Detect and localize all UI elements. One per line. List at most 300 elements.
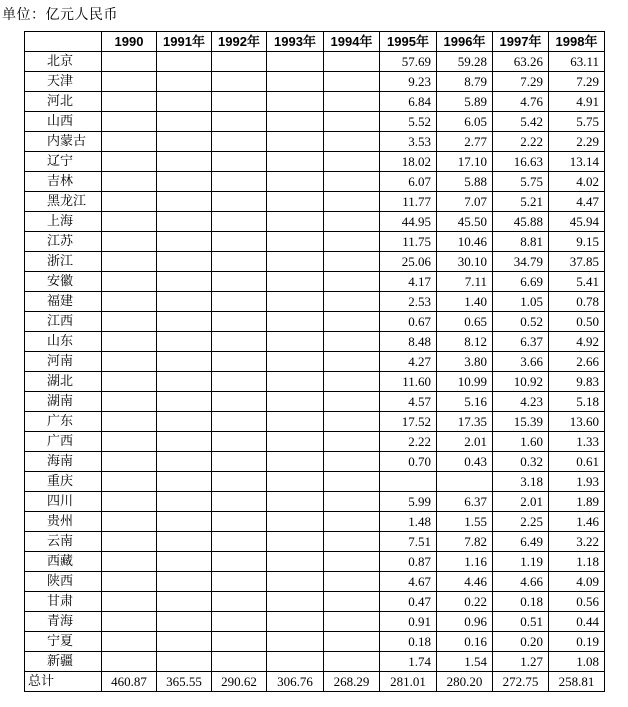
region-name: 河北	[25, 92, 102, 112]
value-cell: 4.66	[493, 572, 549, 592]
table-row	[25, 412, 605, 432]
value-cell: 2.66	[549, 352, 605, 372]
value-cell: 4.23	[493, 392, 549, 412]
value-cell: 2.01	[493, 492, 549, 512]
value-cell	[102, 332, 157, 352]
value-cell	[267, 512, 324, 532]
region-name: 广东	[25, 412, 102, 432]
value-cell: 5.99	[380, 492, 437, 512]
table-row	[25, 512, 605, 532]
value-cell	[157, 172, 212, 192]
unit-label: 单位：亿元人民币	[2, 7, 118, 23]
value-cell: 0.96	[437, 612, 493, 632]
table-row	[25, 212, 605, 232]
value-cell	[324, 592, 380, 612]
value-cell: 290.62	[212, 672, 267, 692]
value-cell: 0.43	[437, 452, 493, 472]
value-cell	[324, 492, 380, 512]
value-cell	[157, 212, 212, 232]
value-cell	[102, 212, 157, 232]
value-cell: 1.16	[437, 552, 493, 572]
value-cell	[212, 52, 267, 72]
value-cell	[267, 292, 324, 312]
value-cell: 10.99	[437, 372, 493, 392]
table-row	[25, 592, 605, 612]
value-cell	[157, 552, 212, 572]
value-cell: 1.33	[549, 432, 605, 452]
value-cell	[102, 592, 157, 612]
region-name: 重庆	[25, 472, 102, 492]
value-cell: 17.10	[437, 152, 493, 172]
value-cell	[102, 272, 157, 292]
value-cell: 0.70	[380, 452, 437, 472]
table-row	[25, 192, 605, 212]
region-name: 福建	[25, 292, 102, 312]
value-cell: 0.18	[380, 632, 437, 652]
value-cell: 8.12	[437, 332, 493, 352]
region-name: 上海	[25, 212, 102, 232]
year-header: 1995年	[380, 32, 437, 52]
value-cell: 6.49	[493, 532, 549, 552]
value-cell	[267, 592, 324, 612]
value-cell	[157, 492, 212, 512]
value-cell: 11.75	[380, 232, 437, 252]
value-cell	[324, 552, 380, 572]
value-cell	[102, 492, 157, 512]
value-cell: 8.81	[493, 232, 549, 252]
value-cell	[157, 152, 212, 172]
region-name: 四川	[25, 492, 102, 512]
value-cell	[157, 652, 212, 672]
value-cell: 1.40	[437, 292, 493, 312]
value-cell: 0.19	[549, 632, 605, 652]
table-row	[25, 632, 605, 652]
region-name: 江苏	[25, 232, 102, 252]
value-cell	[212, 92, 267, 112]
value-cell	[157, 232, 212, 252]
table-row	[25, 272, 605, 292]
value-cell: 0.47	[380, 592, 437, 612]
value-cell: 0.16	[437, 632, 493, 652]
value-cell	[102, 252, 157, 272]
value-cell: 45.94	[549, 212, 605, 232]
table-row	[25, 472, 605, 492]
value-cell: 1.05	[493, 292, 549, 312]
value-cell: 17.52	[380, 412, 437, 432]
value-cell	[157, 392, 212, 412]
value-cell	[212, 292, 267, 312]
value-cell	[102, 152, 157, 172]
table-row	[25, 332, 605, 352]
value-cell: 5.89	[437, 92, 493, 112]
value-cell	[324, 272, 380, 292]
value-cell	[267, 472, 324, 492]
value-cell	[102, 112, 157, 132]
value-cell: 1.27	[493, 652, 549, 672]
value-cell	[324, 192, 380, 212]
table-row	[25, 92, 605, 112]
value-cell: 5.21	[493, 192, 549, 212]
value-cell: 7.11	[437, 272, 493, 292]
value-cell	[267, 552, 324, 572]
value-cell	[102, 172, 157, 192]
value-cell: 45.50	[437, 212, 493, 232]
value-cell: 0.44	[549, 612, 605, 632]
value-cell: 1.60	[493, 432, 549, 452]
table-row	[25, 552, 605, 572]
value-cell: 5.16	[437, 392, 493, 412]
value-cell	[157, 572, 212, 592]
corner-cell	[25, 32, 102, 52]
value-cell: 5.88	[437, 172, 493, 192]
region-name: 湖北	[25, 372, 102, 392]
region-name: 山东	[25, 332, 102, 352]
value-cell	[267, 92, 324, 112]
value-cell: 5.18	[549, 392, 605, 412]
region-name: 新疆	[25, 652, 102, 672]
value-cell	[157, 412, 212, 432]
value-cell: 4.27	[380, 352, 437, 372]
region-name: 浙江	[25, 252, 102, 272]
value-cell	[212, 312, 267, 332]
value-cell: 1.18	[549, 552, 605, 572]
region-name: 内蒙古	[25, 132, 102, 152]
value-cell: 5.75	[549, 112, 605, 132]
value-cell	[212, 532, 267, 552]
value-cell: 4.57	[380, 392, 437, 412]
value-cell: 1.19	[493, 552, 549, 572]
value-cell: 13.60	[549, 412, 605, 432]
value-cell	[267, 112, 324, 132]
value-cell	[267, 72, 324, 92]
value-cell	[212, 572, 267, 592]
table-row	[25, 572, 605, 592]
value-cell: 63.26	[493, 52, 549, 72]
value-cell	[324, 212, 380, 232]
value-cell: 1.93	[549, 472, 605, 492]
value-cell: 7.07	[437, 192, 493, 212]
value-cell	[267, 172, 324, 192]
value-cell	[324, 312, 380, 332]
value-cell	[157, 92, 212, 112]
value-cell	[324, 52, 380, 72]
value-cell: 280.20	[437, 672, 493, 692]
value-cell: 0.56	[549, 592, 605, 612]
value-cell: 0.87	[380, 552, 437, 572]
value-cell	[267, 252, 324, 272]
region-name: 河南	[25, 352, 102, 372]
value-cell	[212, 452, 267, 472]
value-cell: 7.29	[549, 72, 605, 92]
value-cell: 15.39	[493, 412, 549, 432]
value-cell	[102, 432, 157, 452]
value-cell	[267, 372, 324, 392]
value-cell: 0.65	[437, 312, 493, 332]
value-cell	[267, 352, 324, 372]
value-cell: 0.67	[380, 312, 437, 332]
value-cell	[157, 192, 212, 212]
value-cell	[212, 272, 267, 292]
table-row	[25, 152, 605, 172]
value-cell: 7.29	[493, 72, 549, 92]
table-row	[25, 392, 605, 412]
value-cell	[157, 592, 212, 612]
value-cell: 8.79	[437, 72, 493, 92]
value-cell	[157, 332, 212, 352]
value-cell	[102, 612, 157, 632]
value-cell	[324, 652, 380, 672]
value-cell	[212, 132, 267, 152]
value-cell	[102, 392, 157, 412]
value-cell: 4.76	[493, 92, 549, 112]
value-cell: 6.84	[380, 92, 437, 112]
value-cell	[102, 352, 157, 372]
value-cell	[102, 472, 157, 492]
value-cell	[212, 652, 267, 672]
table-row	[25, 172, 605, 192]
value-cell: 37.85	[549, 252, 605, 272]
value-cell: 0.50	[549, 312, 605, 332]
value-cell	[102, 652, 157, 672]
value-cell	[102, 552, 157, 572]
region-name: 贵州	[25, 512, 102, 532]
value-cell: 6.05	[437, 112, 493, 132]
year-header: 1996年	[437, 32, 493, 52]
value-cell	[212, 372, 267, 392]
region-name: 安徽	[25, 272, 102, 292]
region-name: 江西	[25, 312, 102, 332]
value-cell	[102, 632, 157, 652]
value-cell	[157, 112, 212, 132]
value-cell: 0.91	[380, 612, 437, 632]
value-cell	[212, 232, 267, 252]
value-cell: 9.15	[549, 232, 605, 252]
value-cell: 10.46	[437, 232, 493, 252]
value-cell	[157, 352, 212, 372]
value-cell: 0.22	[437, 592, 493, 612]
value-cell	[267, 212, 324, 232]
value-cell	[324, 232, 380, 252]
value-cell	[267, 232, 324, 252]
value-cell	[324, 432, 380, 452]
value-cell: 9.83	[549, 372, 605, 392]
value-cell: 0.52	[493, 312, 549, 332]
value-cell	[324, 512, 380, 532]
year-header: 1991年	[157, 32, 212, 52]
value-cell: 4.02	[549, 172, 605, 192]
value-cell	[102, 52, 157, 72]
value-cell: 4.92	[549, 332, 605, 352]
year-header: 1992年	[212, 32, 267, 52]
value-cell: 2.22	[493, 132, 549, 152]
region-name: 山西	[25, 112, 102, 132]
region-name: 甘肃	[25, 592, 102, 612]
value-cell	[212, 632, 267, 652]
value-cell	[157, 632, 212, 652]
value-cell	[324, 132, 380, 152]
value-cell	[157, 52, 212, 72]
value-cell: 16.63	[493, 152, 549, 172]
value-cell	[267, 532, 324, 552]
value-cell	[324, 372, 380, 392]
value-cell	[157, 132, 212, 152]
region-name: 天津	[25, 72, 102, 92]
value-cell	[267, 572, 324, 592]
table-row	[25, 52, 605, 72]
value-cell	[212, 552, 267, 572]
value-cell	[267, 412, 324, 432]
value-cell: 1.48	[380, 512, 437, 532]
region-name: 辽宁	[25, 152, 102, 172]
value-cell	[102, 572, 157, 592]
value-cell: 6.07	[380, 172, 437, 192]
table-row	[25, 352, 605, 372]
table-header	[25, 32, 605, 52]
value-cell	[212, 472, 267, 492]
region-name: 云南	[25, 532, 102, 552]
value-cell	[212, 392, 267, 412]
value-cell	[212, 352, 267, 372]
value-cell	[102, 192, 157, 212]
value-cell	[324, 152, 380, 172]
value-cell	[267, 452, 324, 472]
region-name: 湖南	[25, 392, 102, 412]
value-cell: 1.54	[437, 652, 493, 672]
value-cell	[102, 532, 157, 552]
value-cell: 0.18	[493, 592, 549, 612]
value-cell	[324, 292, 380, 312]
value-cell	[324, 572, 380, 592]
table-row	[25, 312, 605, 332]
value-cell: 11.77	[380, 192, 437, 212]
value-cell: 2.22	[380, 432, 437, 452]
table-row	[25, 72, 605, 92]
table-row	[25, 112, 605, 132]
value-cell: 281.01	[380, 672, 437, 692]
value-cell	[324, 472, 380, 492]
value-cell: 1.74	[380, 652, 437, 672]
table-body	[25, 52, 605, 692]
value-cell: 6.37	[437, 492, 493, 512]
value-cell: 13.14	[549, 152, 605, 172]
value-cell	[157, 532, 212, 552]
table-row	[25, 252, 605, 272]
value-cell	[324, 172, 380, 192]
year-header: 1998年	[549, 32, 605, 52]
table-row	[25, 292, 605, 312]
value-cell	[380, 472, 437, 492]
data-table	[24, 31, 605, 692]
value-cell	[212, 612, 267, 632]
value-cell	[324, 452, 380, 472]
value-cell	[212, 492, 267, 512]
value-cell	[324, 352, 380, 372]
value-cell	[267, 392, 324, 412]
value-cell	[324, 532, 380, 552]
table-row	[25, 492, 605, 512]
value-cell	[212, 172, 267, 192]
value-cell: 365.55	[157, 672, 212, 692]
value-cell	[267, 192, 324, 212]
value-cell	[212, 432, 267, 452]
value-cell	[102, 132, 157, 152]
value-cell: 2.53	[380, 292, 437, 312]
value-cell: 4.09	[549, 572, 605, 592]
value-cell: 0.61	[549, 452, 605, 472]
value-cell: 1.89	[549, 492, 605, 512]
value-cell	[324, 92, 380, 112]
table-row	[25, 452, 605, 472]
value-cell: 34.79	[493, 252, 549, 272]
value-cell	[102, 372, 157, 392]
value-cell: 0.51	[493, 612, 549, 632]
value-cell: 3.66	[493, 352, 549, 372]
value-cell: 4.67	[380, 572, 437, 592]
region-name: 广西	[25, 432, 102, 452]
total-label: 总计	[25, 672, 102, 692]
value-cell	[212, 72, 267, 92]
value-cell	[102, 72, 157, 92]
value-cell	[102, 452, 157, 472]
value-cell	[157, 432, 212, 452]
value-cell	[267, 652, 324, 672]
value-cell: 59.28	[437, 52, 493, 72]
value-cell: 2.01	[437, 432, 493, 452]
value-cell: 5.52	[380, 112, 437, 132]
value-cell: 10.92	[493, 372, 549, 392]
value-cell	[324, 332, 380, 352]
value-cell	[324, 632, 380, 652]
value-cell: 2.25	[493, 512, 549, 532]
value-cell: 0.20	[493, 632, 549, 652]
value-cell	[324, 72, 380, 92]
value-cell: 63.11	[549, 52, 605, 72]
value-cell	[324, 112, 380, 132]
value-cell: 460.87	[102, 672, 157, 692]
value-cell	[212, 112, 267, 132]
value-cell: 18.02	[380, 152, 437, 172]
region-name: 宁夏	[25, 632, 102, 652]
value-cell: 1.55	[437, 512, 493, 532]
value-cell	[267, 632, 324, 652]
value-cell	[157, 612, 212, 632]
table-row	[25, 652, 605, 672]
value-cell	[212, 592, 267, 612]
value-cell: 4.46	[437, 572, 493, 592]
value-cell: 258.81	[549, 672, 605, 692]
table-row	[25, 432, 605, 452]
value-cell	[212, 192, 267, 212]
value-cell: 3.53	[380, 132, 437, 152]
value-cell: 3.22	[549, 532, 605, 552]
value-cell	[324, 612, 380, 632]
year-header: 1990	[102, 32, 157, 52]
region-name: 陕西	[25, 572, 102, 592]
value-cell	[324, 392, 380, 412]
table-row	[25, 532, 605, 552]
value-cell: 268.29	[324, 672, 380, 692]
region-name: 北京	[25, 52, 102, 72]
value-cell	[212, 332, 267, 352]
region-name: 西藏	[25, 552, 102, 572]
value-cell	[267, 52, 324, 72]
value-cell	[157, 272, 212, 292]
value-cell: 45.88	[493, 212, 549, 232]
total-row	[25, 672, 605, 692]
value-cell	[267, 312, 324, 332]
region-name: 青海	[25, 612, 102, 632]
value-cell	[157, 452, 212, 472]
